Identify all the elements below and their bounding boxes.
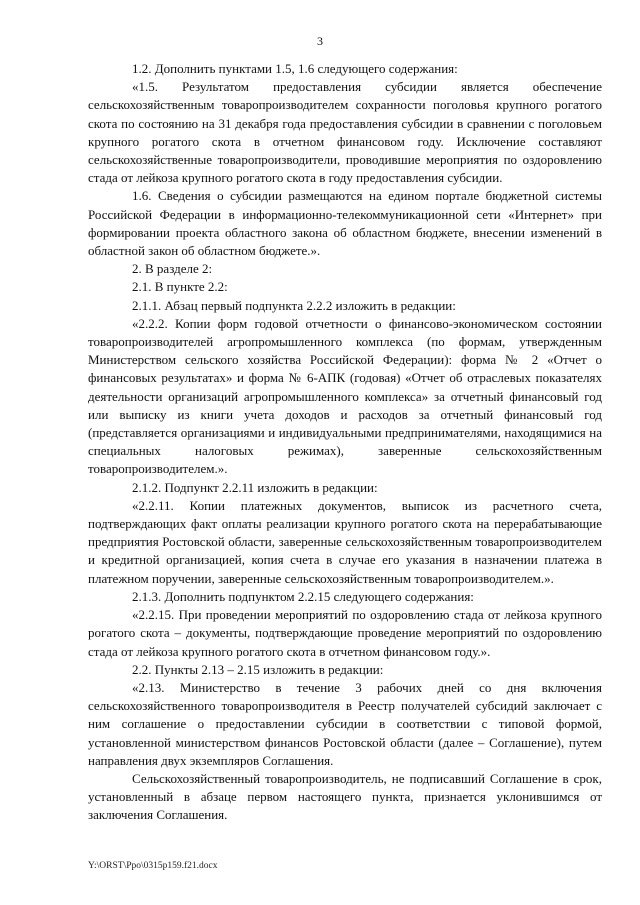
paragraph-1-2: 1.2. Дополнить пунктами 1.5, 1.6 следующего содержания: [132,61,458,76]
paragraph-2-1-2: 2.1.2. Подпункт 2.2.11 изложить в редакции: [132,479,378,495]
paragraph-1-6: 1.6. Сведения о субсидии размещаются на едином портале бюджетной системы Российской Федерации в информационно-телекоммуникационной сети «Интернет» при формировании проекта областного закона об областном бюджете, внесении изменений в областной закон об областном бюджете.». [88,188,602,259]
footer-file-path: Y:\ORST\Ppo\0315p159.f21.docx [88,861,218,871]
page-number: 3 [317,34,323,48]
paragraph-2-1: 2.1. В пункте 2.2: [132,279,228,295]
paragraph-2-13-second: Сельскохозяйственный товаропроизводитель, не подписавший Соглашение в срок, установленный в абзаце первом настоящего пункта, признается уклонившимся от заключения Соглашения. [88,770,602,823]
paragraph-1-5: «1.5. Результатом предоставления субсидии является обеспечение сельскохозяйственным товаропроизводителем сохранности поголовья крупного рогатого скота по состоянию на 31 декабря года предоставления субсидии в сравнении с поголовьем крупного рогатого скота в отчетном финансовом году. Исключение составляют сельскохозяйственные товаропроизводители, проводившие мероприятия по оздоровлению стада от лейкоза крупного рогатого скота в году предоставления субсидии. [88,79,602,186]
paragraph-2-2: 2.2. Пункты 2.13 – 2.15 изложить в редакции: [132,661,384,677]
paragraph-2-2-15: «2.2.15. При проведении мероприятий по оздоровлению стада от лейкоза крупного рогатого скота – документы, подтверждающие проведение мероприятий по оздоровлению стада от лейкоза крупного рогатого скота в отчетном финансовом году.». [88,607,602,659]
paragraph-2-2-11: «2.2.11. Копии платежных документов, выписок из расчетного счета, подтверждающих факт оплаты реализации крупного рогатого скота на перерабатывающие предприятия Ростовской области, заверенные сельскохозяйственным товаропроизводителем и кредитной организацией, копия счета в случае его указания в назначении платежа в платежном поручении, заверенные сельскохозяйственным товаропроизводителем.». [88,497,602,586]
paragraph-2-1-1: 2.1.1. Абзац первый подпункта 2.2.2 изложить в редакции: [132,297,456,313]
document-body [88,60,602,825]
paragraph-2-2-2: «2.2.2. Копии форм годовой отчетности о финансово-экономическом состоянии товаропроизводителей агропромышленного комплекса (по формам, утвержденным Министерством сельского хозяйства Российской Федерации): форма № 2 «Отчет о финансовых результатах» и форма № 6-АПК (годовая) «Отчет об отраслевых показателях деятельности организаций агропромышленного комплекса» за отчетный финансовый год или выписку из книги учета доходов и расходов за отчетный финансовый год (представляется организациями и индивидуальными предпринимателями, находящимися на специальных налоговых режимах), заверенные сельскохозяйственным товаропроизводителем.». [88,315,602,477]
paragraph-2: 2. В разделе 2: [132,261,213,277]
paragraph-2-1-3: 2.1.3. Дополнить подпунктом 2.2.15 следующего содержания: [132,588,474,604]
paragraph-2-13: «2.13. Министерство в течение 3 рабочих дней со дня включения сельскохозяйственного товаропроизводителя в Реестр получателей субсидий заключает с ним соглашение о предоставлении субсидии в соответствии с типовой формой, установленной министерством финансов Ростовской области (далее – Соглашение), путем направления двух экземпляров Соглашения. [88,679,602,768]
